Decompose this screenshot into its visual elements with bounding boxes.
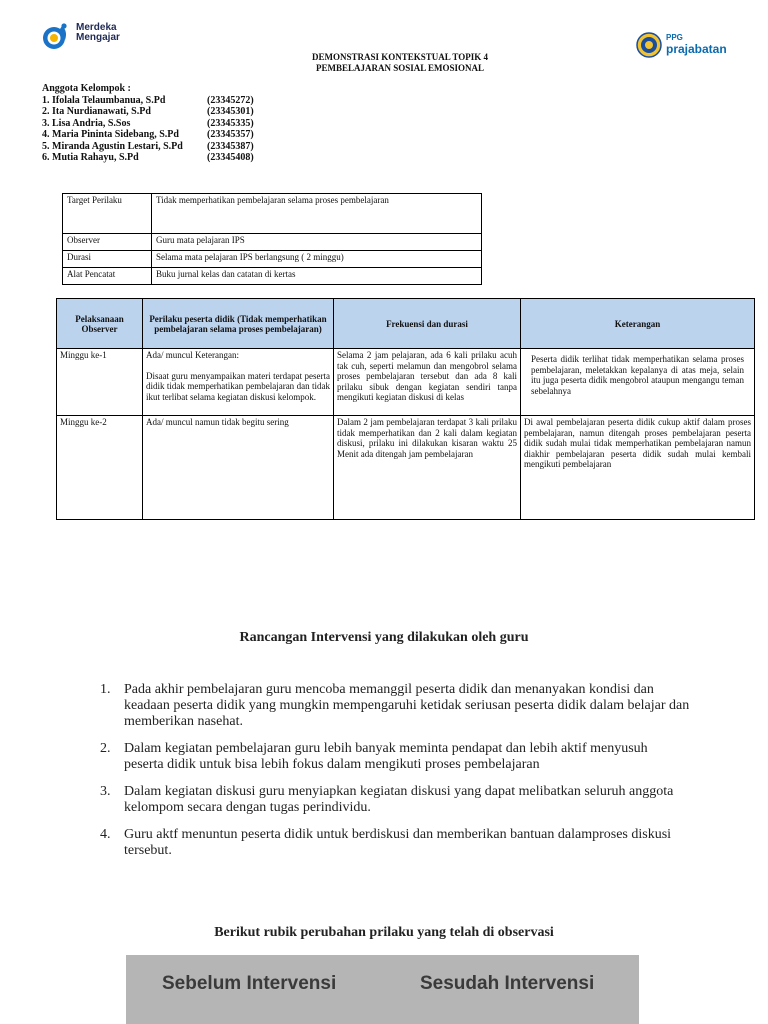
obs-week: Minggu ke-2 <box>57 416 143 520</box>
info-key: Alat Pencatat <box>63 268 152 285</box>
member-row <box>42 141 254 153</box>
obs-frequency: Dalam 2 jam pembelajaran terdapat 3 kali prilaku tidak memperhatikan dan 2 kali dalam kegiatan diskusi, prilaku ini dilakukan kisaran waktu 25 Menit ada ditengah jam pembelajaran <box>334 416 521 520</box>
rubric-header-bar <box>126 955 639 1024</box>
list-item-number: 2. <box>100 741 111 756</box>
info-row-target <box>63 194 482 234</box>
observation-info-table <box>62 193 482 285</box>
list-item-text: Dalam kegiatan diskusi guru menyiapkan kegiatan diskusi yang dapat melibatkan seluruh anggota kelompom secara dengan tugas perindividu. <box>124 784 674 815</box>
info-key: Target Perilaku <box>63 194 152 234</box>
merdeka-mengajar-logo <box>42 20 152 56</box>
member-row <box>42 106 254 118</box>
obs-note: Peserta didik terlihat tidak memperhatikan selama proses pembelajaran, meletakkan kepalanya di atas meja, selain itu juga peserta didik mengobrol ataupun mengangu teman sebelahnya <box>521 349 755 416</box>
info-row-observer <box>63 234 482 251</box>
info-value: Tidak memperhatikan pembelajaran selama proses pembelajaran <box>152 194 482 234</box>
obs-behavior-detail: Disaat guru menyampaikan materi terdapat peserta didik tidak memperhatikan pembelajaran dan tidak ikut terlibat selama kegiatan diskusi kelompok. <box>146 370 330 402</box>
group-members <box>42 83 254 164</box>
obs-header-frequency: Frekuensi dan durasi <box>334 299 521 349</box>
member-name: 1. Ifolala Telaumbanua, S.Pd <box>42 94 166 106</box>
obs-header-behavior: Perilaku peserta didik (Tidak memperhatikan pembelajaran selama proses pembelajaran) <box>143 299 334 349</box>
list-item-number: 1. <box>100 682 111 697</box>
member-name: 3. Lisa Andria, S.Sos <box>42 117 131 129</box>
logo-left-line1: Merdeka <box>76 22 117 33</box>
list-item <box>100 827 690 859</box>
member-nim: (23345357) <box>207 129 254 140</box>
obs-frequency: Selama 2 jam pelajaran, ada 6 kali prilaku acuh tak cuh, seperti melamun dan mengobrol selama proses pembelajaran tersebut dan ada 8 kali prilaku sibuk dengan kegiatan sendiri tanpa mengikuti kegiatan diskusi di kelas <box>334 349 521 416</box>
logo-left-line2: Mengajar <box>76 32 120 43</box>
info-value: Guru mata pelajaran IPS <box>152 234 482 251</box>
rubric-before-label: Sebelum Intervensi <box>162 973 337 994</box>
list-item-number: 4. <box>100 827 111 842</box>
info-key: Observer <box>63 234 152 251</box>
obs-behavior-status: Ada/ muncul Keterangan: <box>146 350 239 360</box>
member-row <box>42 95 254 107</box>
list-item-text: Dalam kegiatan pembelajaran guru lebih banyak meminta pendapat dan lebih aktif menyusuh peserta didik untuk bisa lebih fokus dalam mengikuti proses pembelajaran <box>124 741 648 772</box>
info-row-recorder <box>63 268 482 285</box>
table-row <box>57 416 755 520</box>
list-item-text: Guru aktf menuntun peserta didik untuk berdiskusi dan memberikan bantuan dalamproses diskusi tersebut. <box>124 827 672 858</box>
obs-header-week: Pelaksanaan Observer <box>57 299 143 349</box>
behavior-observation-table <box>56 298 755 520</box>
document-title-line1: DEMONSTRASI KONTEKSTUAL TOPIK 4 <box>312 52 488 62</box>
list-item-number: 3. <box>100 784 111 799</box>
intervention-heading: Rancangan Intervensi yang dilakukan oleh guru <box>239 630 529 645</box>
member-nim: (23345408) <box>207 152 254 163</box>
rubric-heading: Berikut rubik perubahan prilaku yang telah di observasi <box>214 925 554 940</box>
member-name: 4. Maria Pininta Sidebang, S.Pd <box>42 129 179 140</box>
merdeka-mengajar-emblem-icon <box>42 22 72 52</box>
member-name: 5. Miranda Agustin Lestari, S.Pd <box>42 140 183 152</box>
info-row-duration <box>63 251 482 268</box>
member-name: 2. Ita Nurdianawati, S.Pd <box>42 106 151 117</box>
list-item <box>100 784 690 816</box>
obs-behavior <box>143 416 334 520</box>
members-heading: Anggota Kelompok : <box>42 83 131 94</box>
obs-week: Minggu ke-1 <box>57 349 143 416</box>
obs-header-note: Keterangan <box>521 299 755 349</box>
member-row <box>42 118 254 130</box>
member-nim: (23345272) <box>207 94 254 106</box>
document-title-line2: PEMBELAJARAN SOSIAL EMOSIONAL <box>315 63 485 73</box>
info-value: Buku jurnal kelas dan catatan di kertas <box>152 268 482 285</box>
list-item <box>100 682 690 730</box>
member-nim: (23345301) <box>207 106 254 117</box>
obs-note: Di awal pembelajaran peserta didik cukup aktif dalam proses pembelajaran, namun ditengah proses pembelajaran peserta didik sudah mulai tidak memperhatikan pembelajaran namun diakhir pembelajaran peserta didik sudah mulai kembali mengikuti pembelajaran <box>521 416 755 520</box>
list-item-text: Pada akhir pembelajaran guru mencoba memanggil peserta didik dan menanyakan kondisi dan keadaan peserta didik yang mungkin mempengaruhi ketidak seriusan peserta didik dalam belajar dan memberikan nasehat. <box>124 682 690 729</box>
info-value: Selama mata pelajaran IPS berlangsung ( 2 minggu) <box>152 251 482 268</box>
obs-behavior-status: Ada/ muncul namun tidak begitu sering <box>146 417 289 427</box>
member-row <box>42 129 254 141</box>
intervention-list <box>100 682 690 870</box>
info-key: Durasi <box>63 251 152 268</box>
member-name: 6. Mutia Rahayu, S.Pd <box>42 152 139 163</box>
obs-behavior <box>143 349 334 416</box>
table-row <box>57 349 755 416</box>
list-item <box>100 741 690 773</box>
logo-right-small: PPG <box>666 33 683 42</box>
obs-header-row <box>57 299 755 349</box>
member-nim: (23345335) <box>207 117 254 129</box>
member-row <box>42 152 254 164</box>
logo-right-big: prajabatan <box>666 42 727 56</box>
rubric-after-label: Sesudah Intervensi <box>420 973 595 994</box>
member-nim: (23345387) <box>207 140 254 152</box>
